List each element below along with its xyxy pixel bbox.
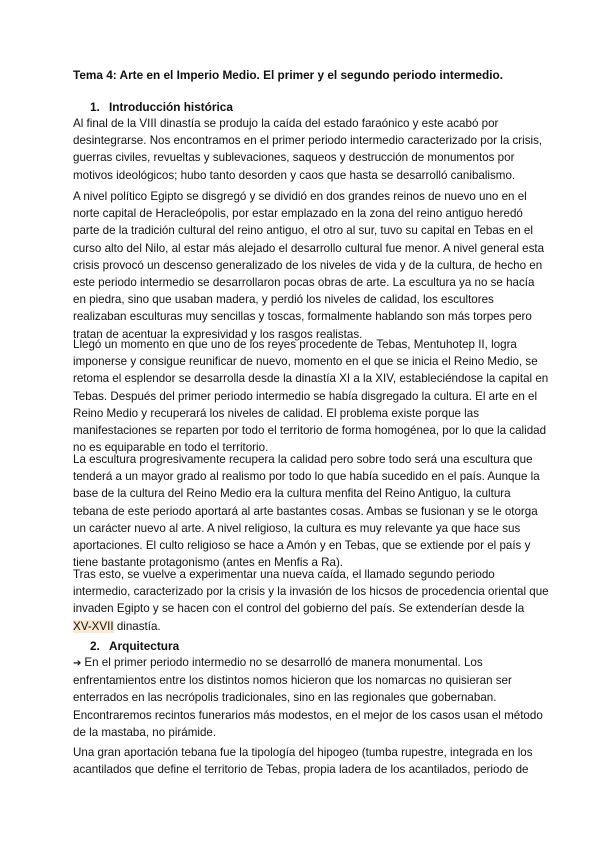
- text-line: norte capital de Heracleópolis, por estar emplazado en la zona del reino antiguo heredó: [73, 207, 523, 221]
- text-line: aportaciones. El culto religioso se hace a Amón y en Tebas, que se extiende por el país y: [73, 539, 531, 553]
- text-line: enterrados en las necrópolis tradicionales, sino en las regionales que gobernaban.: [73, 691, 497, 705]
- text-line: Al final de la VIII dinastía se produjo la caída del estado faraónico y este acabó por: [73, 117, 499, 130]
- document-title: Tema 4: Arte en el Imperio Medio. El primer y el segundo periodo intermedio.: [73, 68, 504, 82]
- text-line: manifestaciones se reparten por todo el territorio de forma homogénea, por lo que la calidad: [73, 424, 547, 438]
- text-line: parte de la tradición cultural del reino antiguo, el otro al sur, tuvo su capital en Tebas en el: [73, 224, 533, 238]
- text-segment: En el primer periodo intermedio no se desarrolló de manera monumental. Los: [84, 656, 483, 669]
- section-heading-intro: [90, 99, 233, 116]
- text-line: intermedio, caracterizado por la crisis y la invasión de los hicsos de procedencia oriental que: [73, 585, 549, 599]
- highlighted-text: XV-XVII: [73, 619, 114, 633]
- paragraph-7: [73, 744, 533, 778]
- text-line: motivos ideológicos; hubo tanto desorden y caos que hasta se desarrolló canibalismo.: [73, 168, 516, 182]
- section-number: 1.: [90, 100, 100, 114]
- text-line: crisis provocó un descenso generalizado de los niveles de vida y de la cultura, de hecho en: [73, 258, 543, 272]
- text-line: este periodo intermedio se desarrollaron pocas obras de arte. La escultura ya no se hacía: [73, 276, 535, 290]
- text-line: tebana de este periodo aportará al arte bastantes cosas. Ambas se fusionan y se le otorga: [73, 504, 538, 518]
- paragraph-2: [73, 188, 545, 343]
- text-line: un carácter nuevo al arte. A nivel religioso, la cultura es muy relevante ya que hace sus: [73, 521, 521, 535]
- text-line: tratan de acentuar la expresividad y los rasgos realistas.: [73, 327, 363, 341]
- paragraph-1: [73, 115, 543, 184]
- text-line: Tras esto, se vuelve a experimentar una nueva caída, el llamado segundo periodo: [73, 568, 495, 581]
- text-line: realizaban esculturas muy sencillas y toscas, formalmente hablando son más torpes pero: [73, 310, 532, 324]
- paragraph-3: [73, 336, 549, 456]
- text-line: Encontraremos recintos funerarios más modestos, en el mejor de los casos usan el método: [73, 708, 543, 722]
- text-line: [73, 654, 533, 672]
- text-line: base de la cultura del Reino Medio era la cultura menfita del Reino Antiguo, la cultura: [73, 487, 511, 501]
- section-number: 2.: [90, 639, 100, 653]
- text-line: A nivel político Egipto se disgregó y se dividió en dos grandes reinos de nuevo uno en el: [73, 190, 527, 203]
- text-line: curso alto del Nilo, al estar más alejado el desarrollo cultural fue menor. A nivel general esta: [73, 241, 545, 255]
- arrow-right-icon: ➔: [73, 658, 82, 669]
- text-line: Llegó un momento en que uno de los reyes procedente de Tebas, Mentuhotep II, logra: [73, 338, 517, 351]
- text-line: acantilados que define el territorio de Tebas, propia ladera de los acantilados, periodo de: [73, 763, 529, 777]
- text-line: Una gran aportación tebana fue la tipología del hipogeo (tumba rupestre, integrada en los: [73, 746, 533, 759]
- section-heading-architecture: [90, 638, 179, 655]
- text-line: tiene bastante protagonismo (antes en Menfis a Ra).: [73, 556, 344, 570]
- text-line: guerras civiles, revueltas y sublevaciones, saqueos y destrucción de monumentos por: [73, 151, 515, 165]
- paragraph-5: [73, 566, 549, 635]
- text-line: enfrentamientos entre los distintos nomos hicieron que los nomarcas no quisieran ser: [73, 674, 512, 688]
- section-title: Arquitectura: [109, 639, 180, 653]
- text-line: Reino Medio y recuperará los niveles de calidad. El problema existe porque las: [73, 406, 480, 420]
- text-line: Tebas. Después del primer periodo intermedio se había disgregado la cultura. El arte en el: [73, 389, 538, 403]
- text-line: de la mastaba, no pirámide.: [73, 725, 217, 739]
- text-line: invaden Egipto y se hacen con el control del gobierno del país. Se extenderían desde la: [73, 602, 525, 616]
- text-line: desintegrarse. Nos encontramos en el primer periodo intermedio caracterizado por la crisis,: [73, 134, 543, 148]
- text-line: no es equiparable en todo el territorio.: [73, 441, 269, 455]
- text-segment: dinastía.: [113, 619, 161, 633]
- paragraph-4: [73, 451, 540, 571]
- text-line: retoma el esplendor se desarrolla desde la dinastía XI a la XIV, estableciéndose la capital en: [73, 372, 549, 386]
- paragraph-6: [73, 654, 543, 741]
- section-title: Introducción histórica: [109, 100, 233, 114]
- text-line: imponerse y consigue reunificar de nuevo, momento en el que se inicia el Reino Medio, se: [73, 355, 538, 369]
- text-line: tenderá a un mayor grado al realismo por todo lo que había sucedido en el país. Aunque la: [73, 470, 540, 484]
- text-line: [73, 618, 533, 635]
- text-line: en piedra, sino que usaban madera, y perdió los niveles de calidad, los escultores: [73, 293, 494, 307]
- text-line: La escultura progresivamente recupera la calidad pero sobre todo será una escultura que: [73, 453, 533, 466]
